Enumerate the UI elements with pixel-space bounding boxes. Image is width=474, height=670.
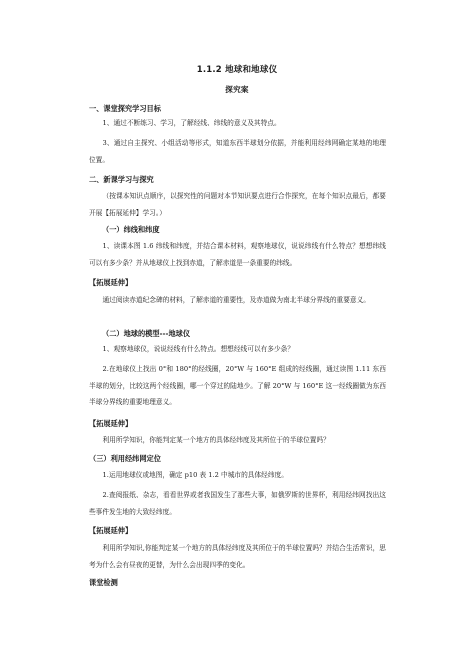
grid-paragraph-1: 1.运用地球仪或地图，确定 p10 表 1.2 中城市的具体经纬度。 [102, 471, 288, 479]
globe-paragraph-2: 2.在地球仪上找出 0°和 180°的经线圈，20°W 与 160°E 组成的经线圈，通过读图 1.11 东西半球的划分，比较这两个经线圈，哪一个穿过的陆地少。了解 20°W 与 160°E 这一经线圈做为东西半球分界线的重要地理意义。 [89, 365, 386, 406]
extension-paragraph-2: 利用所学知识，你能判定某一个地方的具体经纬度及其所位于的半球位置吗？ [102, 436, 330, 444]
section-heading-study: 二、新课学习与探究 [89, 175, 154, 184]
globe-paragraph-1: 1、观察地球仪，说说经线有什么特点。想想经线可以有多少条？ [102, 345, 295, 353]
subsection-heading-grid: （三）利用经纬网定位 [89, 454, 161, 463]
section-heading-goals: 一、课堂探究学习目标 [89, 104, 161, 113]
document-title: 1.1.2 地球和地球仪 [196, 65, 278, 75]
goal-item-3: 3、通过自主探究、小组活动等形式，知道东西半球划分依据，并能利用经纬网确定某地的地理位置。 [89, 139, 386, 164]
extension-heading-1: 【拓展延伸】 [89, 278, 133, 287]
grid-paragraph-2: 2.查阅报纸、杂志，看看世界或者我国发生了那些大事，如俄罗斯的世界杯，利用经纬网找出这些事件发生地的大致经纬度。 [89, 491, 386, 516]
extension-heading-2: 【拓展延伸】 [89, 419, 133, 428]
goal-item-1: 1、通过不断练习、学习，了解经线、纬线的意义及其特点。 [102, 119, 281, 127]
extension-paragraph-3: 利用所学知识,你能判定某一个地方的具体经纬度及其所位于的半球位置吗？并结合生活常识，思考为什么会有昼夜的更替，为什么会出现四季的变化。 [89, 544, 386, 569]
document-subtitle: 探究案 [225, 85, 249, 94]
subsection-heading-latitude: （一）纬线和纬度 [102, 225, 160, 234]
latitude-paragraph: 1、读课本图 1.6 纬线和纬度，并结合课本材料，观察地球仪，说说纬线有什么特点？想想纬线可以有多少条？并从地球仪上找到赤道，了解赤道是一条重要的纬线。 [89, 242, 386, 267]
section-heading-check: 课堂检测 [89, 578, 118, 587]
extension-paragraph-1: 通过阅读赤道纪念碑的材料，了解赤道的重要性，及赤道做为南北半球分界线的重要意义。 [102, 296, 370, 304]
intro-paragraph: （按课本知识点顺序，以探究性的问题对本节知识要点进行合作探究，在每个知识点最后，都要开展【拓展延伸】学习。） [89, 192, 386, 217]
extension-heading-3: 【拓展延伸】 [89, 526, 133, 535]
subsection-heading-globe: （二）地球的模型---地球仪 [102, 329, 191, 338]
